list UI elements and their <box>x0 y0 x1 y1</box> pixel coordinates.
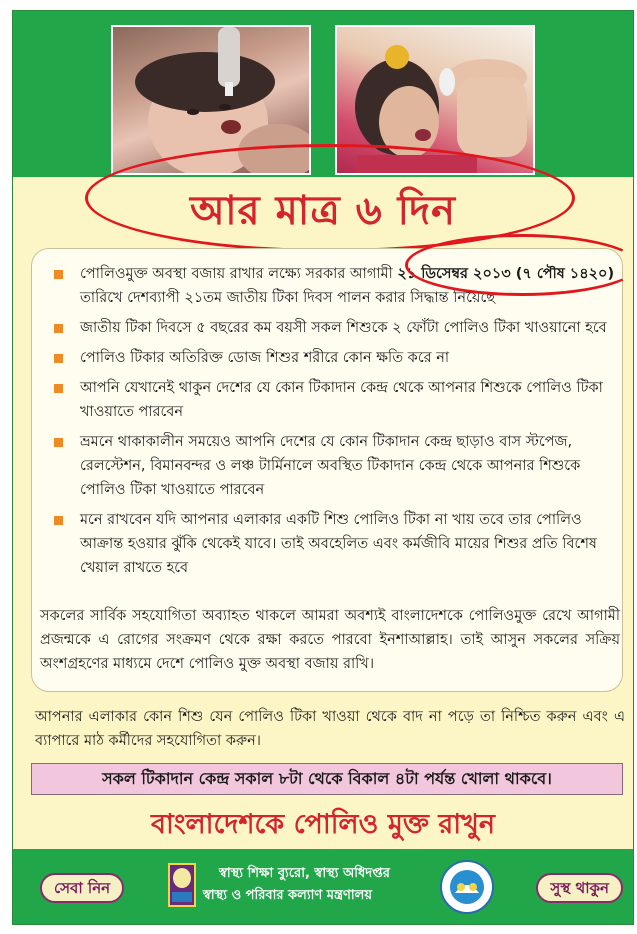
logo-base-icon <box>172 892 192 902</box>
headline-days-remaining: আর মাত্র ৬ দিন <box>190 188 456 234</box>
bullet-text: জাতীয় টিকা দিবসে ৫ বছরের কম বয়সী সকল শিশুকে ২ ফোঁটা পোলিও টিকা খাওয়ানো হবে <box>80 320 607 336</box>
ministry-logo <box>437 859 497 915</box>
bullet-square-icon <box>54 270 63 279</box>
list-item <box>52 508 617 580</box>
polio-poster <box>12 10 634 925</box>
bullet-text: ভ্রমনে থাকাকালীন সময়েও আপনি দেশের যে কোন টিকাদান কেন্দ্র ছাড়াও বাস স্টপেজ, রেলস্টেশন, বিমানবন্দর ও লঞ্চ টার্মিনালে অবস্থিত টিকাদান কেন্দ্র থেকে আপনার শিশুকে পোলিও টিকা খাওয়াতে পারবেন <box>80 434 581 498</box>
annotation-circle-date <box>405 234 634 296</box>
bullet-square-icon <box>54 438 63 447</box>
opening-hours-notice: সকল টিকাদান কেন্দ্র সকাল ৮টা থেকে বিকাল ৪টা পর্যন্ত খোলা থাকবে। <box>31 763 623 795</box>
list-item <box>52 346 617 370</box>
stay-healthy-badge: সুস্থ থাকুন <box>536 873 623 903</box>
bullet-text: পোলিও টিকার অতিরিক্ত ডোজ শিশুর শরীরে কোন ক্ষতি করে না <box>80 350 450 366</box>
health-education-bureau-logo <box>168 863 196 907</box>
bullet-text: আপনি যেখানেই থাকুন দেশের যে কোন টিকাদান কেন্দ্র থেকে আপনার শিশুকে পোলিও টিকা খাওয়াতে পারবেন <box>80 380 603 420</box>
footer-band <box>13 849 633 925</box>
list-item <box>52 316 617 340</box>
field-worker-paragraph: আপনার এলাকার কোন শিশু যেন পোলিও টিকা খাওয়া থেকে বাদ না পড়ে তা নিশ্চিত করুন এবং এ ব্যাপারে মাঠ কর্মীদের সহযোগিতা করুন। <box>35 709 625 749</box>
bullet-square-icon <box>54 384 63 393</box>
cropped-top-edge <box>0 0 637 10</box>
list-item <box>52 430 617 502</box>
bullet-text: পোলিওমুক্ত অবস্থা বজায় রাখার লক্ষ্যে সরকার আগামী <box>80 266 398 282</box>
bullet-text: তারিখে দেশব্যাপী ২১তম জাতীয় টিকা দিবস পালন করার সিদ্ধান্ত নিয়েছে <box>80 290 496 306</box>
bullet-text: মনে রাখবেন যদি আপনার এলাকার একটি শিশু পোলিও টিকা না খায় তবে তার পোলিও আক্রান্ত হওয়ার ঝুঁকি থেকেই যাবে। তাই অবহেলিত এবং কর্মজীবি মায়ের শিশুর প্রতি বিশেষ খেয়াল রাখতে হবে <box>80 512 597 576</box>
take-service-badge: সেবা নিন <box>40 873 124 903</box>
list-item <box>52 376 617 424</box>
bullet-square-icon <box>54 324 63 333</box>
logo-emblem-icon <box>173 868 191 888</box>
slogan: বাংলাদেশকে পোলিও মুক্ত রাখুন <box>151 809 495 840</box>
info-box <box>31 248 623 692</box>
cooperation-paragraph: সকলের সার্বিক সহযোগিতা অব্যাহত থাকলে আমরা অবশ্যই বাংলাদেশকে পোলিওমুক্ত রেখে আগামী প্রজন্মকে এ রোগের সংক্রমণ থেকে রক্ষা করতে পারবো ইনশাআল্লাহ। তাই আসুন সকলের সক্রিয় অংশগ্রহণের মাধ্যমে দেশে পোলিও মুক্ত অবস্থা বজায় রাখি। <box>40 608 620 672</box>
ministry-line-1: স্বাস্থ্য শিক্ষা ব্যুরো, স্বাস্থ্য অধিদপ্তর <box>219 866 390 881</box>
bullet-square-icon <box>54 516 63 525</box>
bullet-square-icon <box>54 354 63 363</box>
ministry-name <box>203 863 433 907</box>
campaign-date-highlight: ২১ ডিসেম্বর ২০১৩ (৭ পৌষ ১৪২০) <box>397 266 615 282</box>
ministry-line-2: স্বাস্থ্য ও পরিবার কল্যাণ মন্ত্রণালয় <box>203 888 372 903</box>
bullet-list <box>52 262 617 586</box>
